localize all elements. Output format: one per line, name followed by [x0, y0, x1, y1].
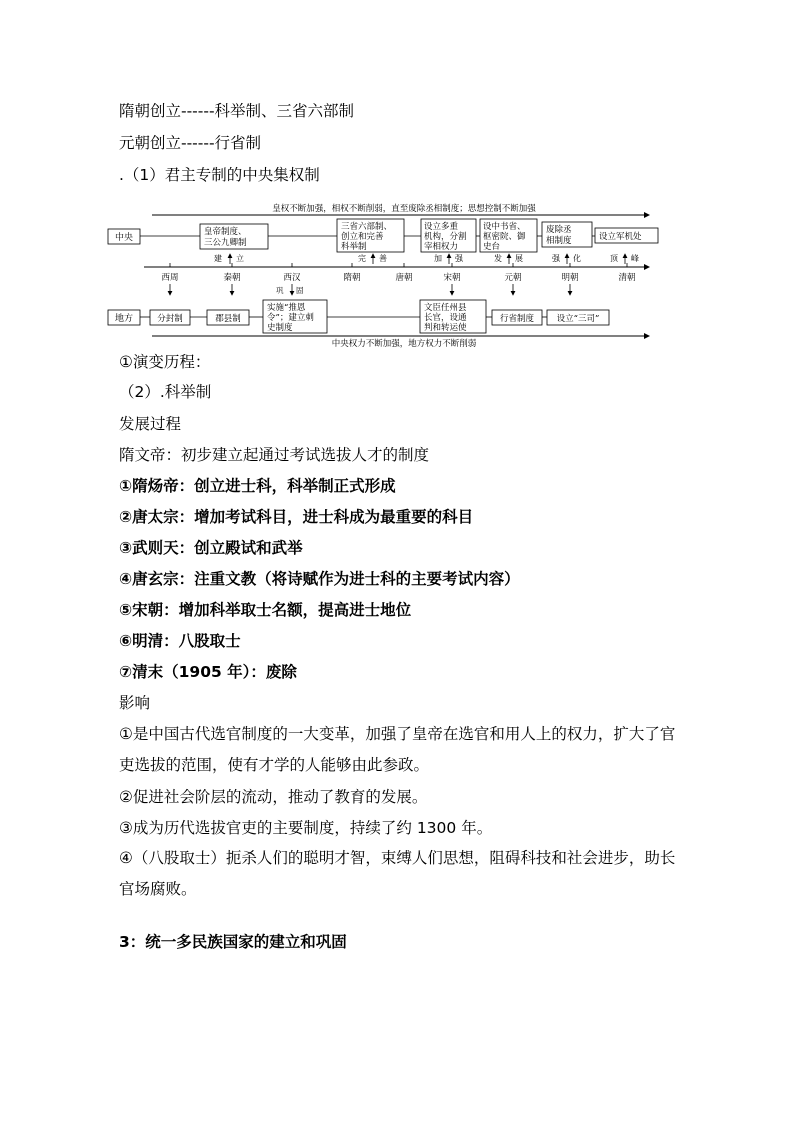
- local-box-5: [492, 310, 542, 325]
- svg-text:分封制: 分封制: [157, 314, 183, 324]
- text-line-qingmo: ⑦清末（1905 年）：废除: [119, 663, 297, 681]
- dynasty-qing: 清朝: [618, 273, 636, 283]
- svg-text:史台: 史台: [483, 242, 501, 252]
- central-box-1: [200, 224, 268, 249]
- text-line-taizong: ②唐太宗：增加考试科目，进士科成为最重要的科目: [119, 508, 474, 526]
- heading-unified-state: 3：统一多民族国家的建立和巩固: [119, 933, 347, 951]
- text-line-wendi: 隋文帝：初步建立起通过考试选拔人才的制度: [119, 446, 430, 464]
- text-line-yuan: 元朝创立------行省制: [119, 134, 262, 152]
- dynasty-xihan: 西汉: [283, 273, 301, 283]
- svg-text:设中书省、: 设中书省、: [483, 222, 526, 232]
- svg-text:三公九卿制: 三公九卿制: [204, 238, 247, 248]
- svg-text:相制度: 相制度: [546, 236, 572, 246]
- svg-text:发: 发: [494, 254, 502, 263]
- svg-text:行省制度: 行省制度: [499, 314, 535, 324]
- svg-text:化: 化: [573, 254, 581, 263]
- svg-text:三省六部制、: 三省六部制、: [341, 222, 393, 232]
- phase-label-5: [552, 253, 581, 264]
- local-box-4: [420, 300, 486, 333]
- svg-text:顶: 顶: [610, 254, 618, 263]
- svg-text:设立军机处: 设立军机处: [599, 232, 642, 242]
- impact-paragraph-2: ②促进社会阶层的流动，推动了教育的发展。: [119, 788, 428, 806]
- text-line-wuzetian: ③武则天：创立殿试和武举: [119, 539, 303, 557]
- text-line-evolution: ①演变历程：: [119, 353, 211, 371]
- central-box-5: [542, 222, 592, 247]
- svg-text:判和转运使: 判和转运使: [424, 323, 467, 333]
- svg-text:善: 善: [379, 254, 387, 263]
- phase-label-6: [610, 253, 639, 264]
- local-box-1: [150, 310, 190, 325]
- dynasty-qin: 秦朝: [223, 273, 241, 283]
- svg-text:强: 强: [455, 254, 463, 263]
- svg-text:皇帝制度、: 皇帝制度、: [204, 227, 247, 237]
- svg-text:强: 强: [552, 254, 560, 263]
- consolidate-label: [276, 285, 304, 295]
- bottom-trend-text: 中央权力不断加强，地方权力不断削弱: [331, 339, 477, 349]
- dynasty-sui: 隋朝: [343, 273, 361, 283]
- heading-centralization: .（1）君主专制的中央集权制: [119, 166, 320, 184]
- svg-text:展: 展: [515, 254, 523, 263]
- phase-label-3: [434, 253, 464, 264]
- centralization-diagram: [104, 200, 664, 350]
- svg-text:郡县制: 郡县制: [215, 314, 241, 324]
- svg-text:加: 加: [434, 254, 442, 263]
- dynasty-song: 宋朝: [443, 273, 461, 283]
- text-line-influence: 影响: [119, 694, 151, 712]
- central-label: 中央: [114, 233, 134, 243]
- svg-text:实施“推恩: 实施“推恩: [267, 303, 306, 313]
- central-box-6: [595, 228, 658, 243]
- dynasty-yuan: 元朝: [504, 273, 522, 283]
- svg-text:固: 固: [296, 286, 304, 295]
- central-box-3: [421, 219, 476, 252]
- timeline-ticks: [170, 263, 627, 267]
- svg-text:完: 完: [358, 254, 366, 263]
- impact-paragraph-3: ③成为历代选拔官吏的主要制度，持续了约 1300 年。: [119, 819, 493, 837]
- local-box-6: [547, 310, 609, 325]
- svg-text:文臣任州县: 文臣任州县: [424, 303, 467, 313]
- text-line-yangdi: ①隋炀帝：创立进士科，科举制正式形成: [119, 477, 396, 495]
- svg-text:长官，设通: 长官，设通: [424, 313, 467, 323]
- text-line-sui: 隋朝创立------科举制、三省六部制: [119, 102, 355, 120]
- svg-text:设立多重: 设立多重: [424, 222, 459, 232]
- svg-text:建: 建: [214, 254, 222, 263]
- central-box-2: [337, 219, 404, 252]
- svg-text:设立“三司”: 设立“三司”: [556, 314, 600, 324]
- text-line-song: ⑤宋朝：增加科举取士名额，提高进士地位: [119, 601, 412, 619]
- dynasty-xizhou: 西周: [161, 273, 179, 283]
- phase-label-4: [494, 253, 523, 264]
- text-line-xuanzong: ④唐玄宗：注重文教（将诗赋作为进士科的主要考试内容）: [119, 570, 520, 588]
- local-label: 地方: [114, 314, 134, 324]
- phase-label-1: [214, 253, 244, 264]
- svg-text:机构，分割: 机构，分割: [424, 232, 467, 242]
- svg-text:废除丞: 废除丞: [546, 225, 572, 235]
- down-arrows: [170, 284, 570, 295]
- svg-text:巩: 巩: [276, 286, 284, 295]
- local-box-2: [207, 310, 249, 325]
- svg-text:令”；建立刺: 令”；建立刺: [267, 313, 314, 323]
- svg-text:峰: 峰: [631, 254, 639, 263]
- svg-text:宰相权力: 宰相权力: [424, 242, 459, 252]
- impact-paragraph-1: ①是中国古代选官制度的一大变革，加强了皇帝在选官和用人上的权力，扩大了官吏选拔的范围，使有才学的人能够由此参政。: [119, 725, 676, 774]
- svg-text:枢密院、御: 枢密院、御: [483, 232, 526, 242]
- local-box-3: [263, 300, 327, 333]
- central-box-4: [480, 219, 537, 252]
- dynasty-ming: 明朝: [561, 273, 579, 283]
- top-trend-text: 皇权不断加强，相权不断削弱，直至废除丞相制度；思想控制不断加强: [272, 204, 536, 214]
- svg-text:创立和完善: 创立和完善: [341, 232, 384, 242]
- impact-paragraph-4: ④（八股取士）扼杀人们的聪明才智，束缚人们思想，阻碍科技和社会进步，助长官场腐败。: [119, 849, 676, 898]
- heading-keju: （2）.科举制: [119, 383, 212, 401]
- text-line-mingqing: ⑥明清：八股取士: [119, 632, 241, 650]
- dynasty-tang: 唐朝: [395, 273, 413, 283]
- svg-text:史制度: 史制度: [267, 323, 293, 333]
- svg-text:科举制: 科举制: [341, 242, 367, 252]
- text-line-development: 发展过程: [119, 415, 182, 433]
- svg-text:立: 立: [236, 254, 244, 263]
- phase-label-2: [358, 253, 387, 264]
